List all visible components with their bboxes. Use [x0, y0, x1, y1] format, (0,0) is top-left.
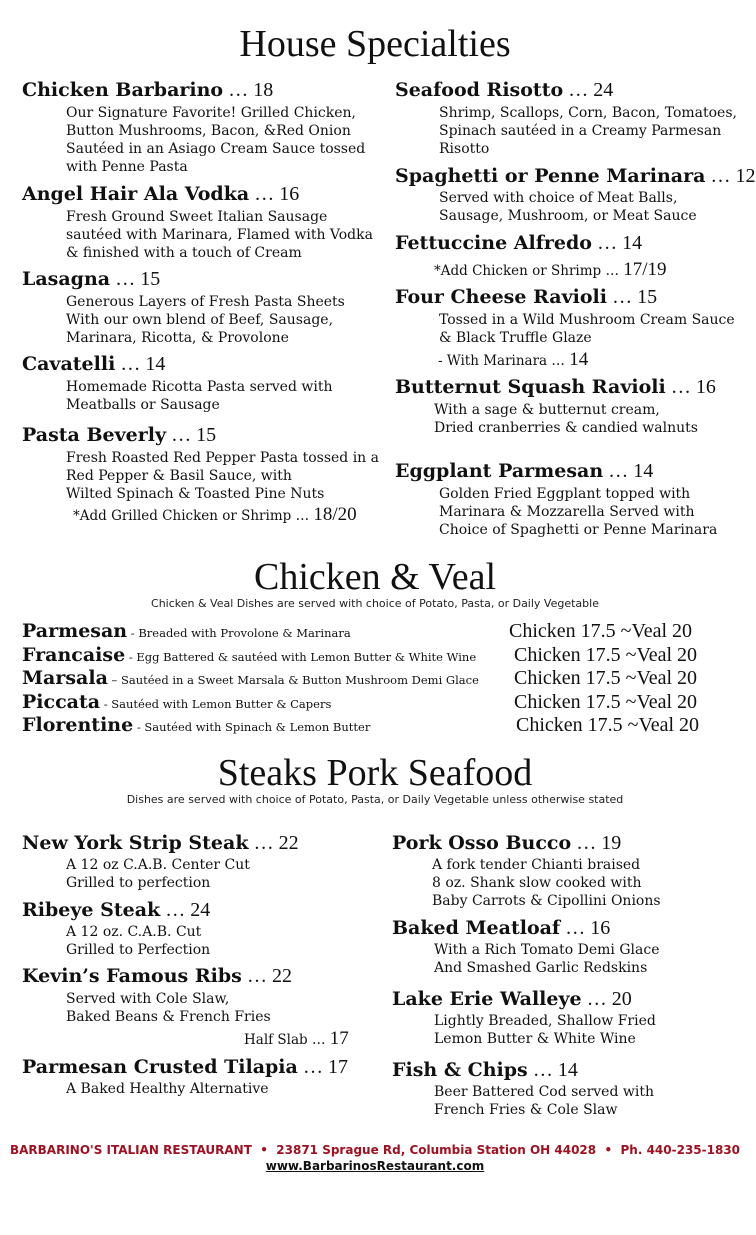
menu-item	[392, 988, 632, 1011]
item-price: … 15	[115, 268, 161, 290]
item-name: Lasagna	[22, 268, 111, 290]
item-price: … 14	[597, 232, 643, 254]
item-price: … 20	[586, 988, 632, 1010]
item-name: Parmesan Crusted Tilapia	[22, 1056, 298, 1078]
website-link[interactable]: www.BarbarinosRestaurant.com	[265, 1159, 485, 1173]
menu-item	[22, 832, 299, 855]
item-name: Ribeye Steak	[22, 899, 161, 921]
item-name: New York Strip Steak	[22, 832, 249, 854]
item-name: Pork Osso Bucco	[392, 832, 572, 854]
item-name: Seafood Risotto	[395, 79, 564, 101]
item-price: … 19	[576, 832, 622, 854]
item-price: Chicken 17.5 ~Veal 20	[516, 714, 700, 736]
item-name: Pasta Beverly	[22, 424, 167, 446]
menu-item	[22, 268, 160, 291]
item-description: Homemade Ricotta Pasta served with Meatballs or Sausage	[66, 379, 333, 413]
item-description: Shrimp, Scallops, Corn, Bacon, Tomatoes, Spinach sautéed in a Creamy Parmesan Risotto	[439, 105, 737, 157]
item-price: … 15	[171, 424, 217, 446]
menu-item	[392, 1059, 578, 1082]
item-description: With a sage & butternut cream, Dried cranberries & candied walnuts	[434, 402, 698, 436]
house-specialties-title: House Specialties	[239, 23, 511, 65]
item-addon: Half Slab … 17	[244, 1028, 349, 1049]
footer-address: BARBARINO'S ITALIAN RESTAURANT • 23871 Sprague Rd, Columbia Station OH 44028 • Ph. 440-235-1830	[9, 1143, 741, 1157]
item-price: Chicken 17.5 ~Veal 20	[514, 644, 698, 666]
item-name: Cavatelli	[22, 353, 116, 375]
item-description: Lightly Breaded, Shallow Fried Lemon Butter & White Wine	[434, 1013, 656, 1047]
item-description: With a Rich Tomato Demi Glace And Smashed Garlic Redskins	[434, 942, 660, 976]
item-price: … 22	[246, 965, 292, 987]
item-addon: *Add Chicken or Shrimp … 17/19	[434, 259, 667, 280]
menu-item	[395, 376, 716, 399]
menu-item	[395, 286, 657, 309]
item-description: Golden Fried Eggplant topped with Marinara & Mozzarella Served with Choice of Spaghetti or Penne Marinara	[439, 486, 718, 538]
menu-item	[392, 917, 610, 940]
item-name: Fish & Chips	[392, 1059, 528, 1081]
menu-item	[395, 79, 613, 102]
menu-item	[395, 232, 642, 255]
item-addon: *Add Grilled Chicken or Shrimp … 18/20	[73, 504, 357, 525]
item-price: … 16	[254, 183, 300, 205]
item-price: … 16	[565, 917, 611, 939]
menu-item	[395, 460, 653, 483]
item-name: Lake Erie Walleye	[392, 988, 582, 1010]
item-price: … 14	[532, 1059, 578, 1081]
item-name: Kevin’s Famous Ribs	[22, 965, 242, 987]
item-price: … 14	[120, 353, 166, 375]
list-item: Parmesan - Breaded with Provolone & Marinara	[22, 620, 351, 642]
item-description: Beer Battered Cod served with French Fries & Cole Slaw	[434, 1084, 654, 1118]
item-description: A 12 oz C.A.B. Center Cut Grilled to perfection	[66, 857, 250, 891]
item-description: Generous Layers of Fresh Pasta Sheets With our own blend of Beef, Sausage, Marinara, Ricotta, & Provolone	[66, 294, 345, 346]
item-description: A fork tender Chianti braised 8 oz. Shank slow cooked with Baby Carrots & Cipollini Onions	[432, 857, 661, 909]
item-price: … 24	[165, 899, 211, 921]
item-description: A 12 oz. C.A.B. Cut Grilled to Perfection	[66, 924, 211, 958]
item-description: Our Signature Favorite! Grilled Chicken, Button Mushrooms, Bacon, &Red Onion Sautéed in an Asiago Cream Sauce tossed with Penne Pasta	[66, 105, 366, 175]
menu-item	[22, 183, 299, 206]
item-name: Chicken Barbarino	[22, 79, 224, 101]
item-price: … 17	[302, 1056, 348, 1078]
item-description: Served with Cole Slaw, Baked Beans & French Fries	[66, 991, 271, 1025]
item-price: Chicken 17.5 ~Veal 20	[509, 620, 693, 642]
item-name: Angel Hair Ala Vodka	[22, 183, 250, 205]
chicken-veal-subtitle: Chicken & Veal Dishes are served with choice of Potato, Pasta, or Daily Vegetable	[151, 597, 599, 610]
menu-item	[22, 424, 216, 447]
list-item: Piccata - Sautéed with Lemon Butter & Capers	[22, 691, 332, 713]
item-price: … 24	[568, 79, 614, 101]
item-price: … 15	[612, 286, 658, 308]
menu-item	[22, 353, 165, 376]
steaks-subtitle: Dishes are served with choice of Potato, Pasta, or Daily Vegetable unless otherwise stated	[126, 793, 624, 806]
item-addon: - With Marinara … 14	[438, 349, 589, 370]
item-name: Eggplant Parmesan	[395, 460, 604, 482]
item-name: Baked Meatloaf	[392, 917, 561, 939]
item-price: … 16	[670, 376, 716, 398]
chicken-veal-title: Chicken & Veal	[253, 556, 497, 598]
list-item: Francaise - Egg Battered & sautéed with Lemon Butter & White Wine	[22, 644, 477, 666]
item-name: Spaghetti or Penne Marinara	[395, 165, 706, 187]
item-name: Four Cheese Ravioli	[395, 286, 607, 308]
item-price: Chicken 17.5 ~Veal 20	[514, 667, 698, 689]
menu-item	[22, 899, 210, 922]
item-description: A Baked Healthy Alternative	[66, 1081, 269, 1097]
menu-item	[395, 165, 756, 188]
item-description: Served with choice of Meat Balls, Sausage, Mushroom, or Meat Sauce	[439, 190, 697, 224]
menu-item	[22, 1056, 348, 1079]
item-description: Fresh Roasted Red Pepper Pasta tossed in a Red Pepper & Basil Sauce, with Wilted Spinach & Toasted Pine Nuts	[66, 450, 379, 502]
item-description: Fresh Ground Sweet Italian Sausage sautéed with Marinara, Flamed with Vodka & finished with a touch of Cream	[66, 209, 373, 261]
item-name: Fettuccine Alfredo	[395, 232, 592, 254]
list-item: Florentine - Sautéed with Spinach & Lemon Butter	[22, 714, 371, 736]
item-price: … 18	[228, 79, 274, 101]
list-item: Marsala – Sautéed in a Sweet Marsala & Button Mushroom Demi Glace	[22, 667, 479, 689]
item-description: Tossed in a Wild Mushroom Cream Sauce & Black Truffle Glaze	[439, 312, 735, 346]
item-price: … 22	[253, 832, 299, 854]
item-price: Chicken 17.5 ~Veal 20	[514, 691, 698, 713]
menu-item	[392, 832, 621, 855]
steaks-title: Steaks Pork Seafood	[217, 752, 533, 794]
item-name: Butternut Squash Ravioli	[395, 376, 666, 398]
menu-item	[22, 965, 292, 988]
item-price: … 12	[710, 165, 756, 187]
item-price: … 14	[608, 460, 654, 482]
menu-item	[22, 79, 273, 102]
